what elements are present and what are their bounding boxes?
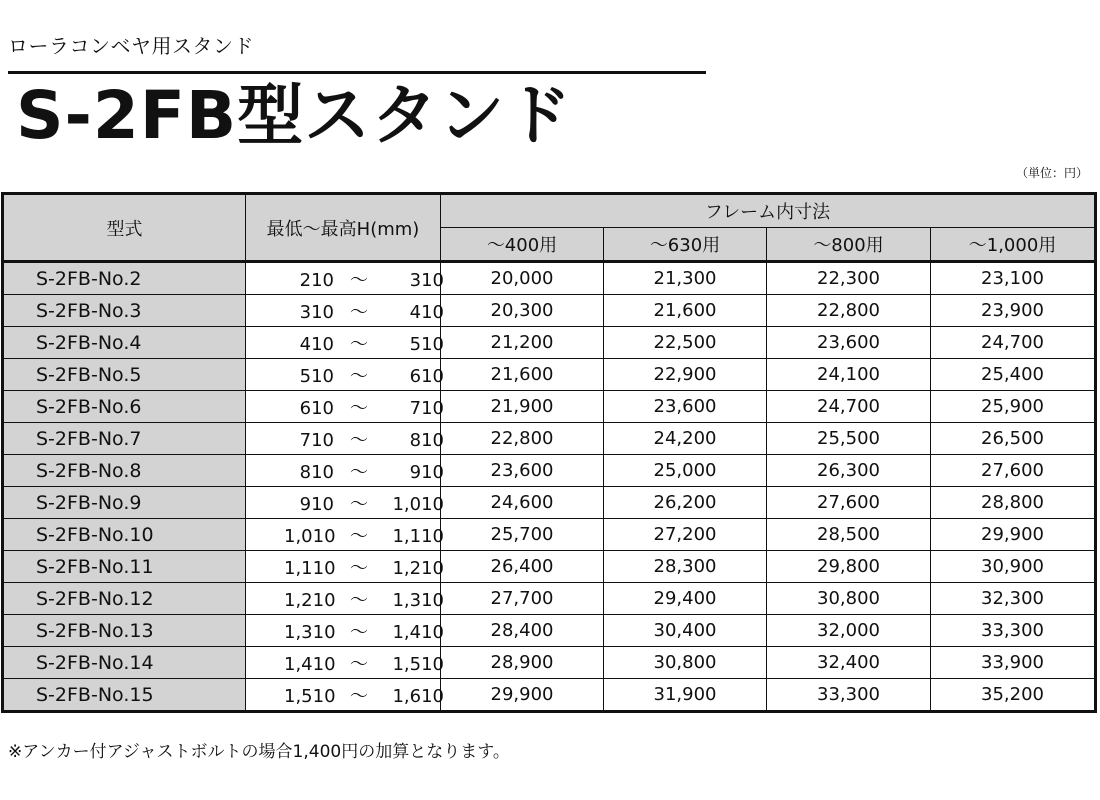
height-min: 1,510 (284, 685, 336, 707)
height-max: 710 (409, 397, 444, 419)
price-cell: 30,900 (931, 551, 1096, 583)
price-cell: 28,900 (441, 647, 604, 679)
model-cell: S-2FB-No.15 (3, 679, 246, 712)
height-min: 610 (299, 397, 334, 419)
price-cell: 30,800 (604, 647, 767, 679)
price-cell: 24,200 (604, 423, 767, 455)
price-cell: 28,400 (441, 615, 604, 647)
price-table (1, 192, 1097, 713)
header-height-range: 最低～最高H(mm) (246, 194, 441, 262)
price-cell: 32,300 (931, 583, 1096, 615)
range-separator: ～ (350, 269, 368, 291)
height-max: 1,510 (392, 653, 444, 675)
height-max: 1,110 (392, 525, 444, 547)
height-max: 810 (409, 429, 444, 451)
table-row (3, 647, 1096, 679)
range-separator: ～ (350, 621, 368, 643)
range-separator: ～ (350, 461, 368, 483)
header-sub-800: ～800用 (767, 228, 931, 262)
height-range-cell (246, 455, 444, 487)
model-cell: S-2FB-No.13 (3, 615, 246, 647)
range-separator: ～ (350, 429, 368, 451)
price-cell: 28,300 (604, 551, 767, 583)
height-min: 510 (299, 365, 334, 387)
price-cell: 25,000 (604, 455, 767, 487)
price-cell: 30,800 (767, 583, 931, 615)
table-row (3, 519, 1096, 551)
height-range-cell (246, 679, 444, 712)
header-sub-400: ～400用 (441, 228, 604, 262)
range-separator: ～ (350, 653, 368, 675)
model-cell: S-2FB-No.7 (3, 423, 246, 455)
height-min: 810 (299, 461, 334, 483)
height-min: 910 (299, 493, 334, 515)
price-cell: 23,600 (767, 327, 931, 359)
height-max: 910 (409, 461, 444, 483)
table-row (3, 423, 1096, 455)
height-min: 210 (299, 269, 334, 291)
table-row (3, 551, 1096, 583)
height-min: 1,110 (284, 557, 336, 579)
model-cell: S-2FB-No.11 (3, 551, 246, 583)
price-cell: 23,900 (931, 295, 1096, 327)
price-cell: 21,300 (604, 262, 767, 295)
height-min: 1,310 (284, 621, 336, 643)
price-cell: 28,800 (931, 487, 1096, 519)
model-cell: S-2FB-No.6 (3, 391, 246, 423)
height-range-cell (246, 487, 444, 519)
price-cell: 29,400 (604, 583, 767, 615)
range-separator: ～ (350, 525, 368, 547)
price-cell: 22,500 (604, 327, 767, 359)
price-cell: 25,700 (441, 519, 604, 551)
price-cell: 20,000 (441, 262, 604, 295)
header-sub-1000: ～1,000用 (931, 228, 1096, 262)
price-cell: 23,100 (931, 262, 1096, 295)
title-rule (8, 71, 706, 74)
height-min: 1,210 (284, 589, 336, 611)
price-cell: 31,900 (604, 679, 767, 712)
price-table-body (3, 262, 1096, 712)
price-cell: 22,800 (441, 423, 604, 455)
price-cell: 22,300 (767, 262, 931, 295)
table-row (3, 679, 1096, 712)
table-row (3, 295, 1096, 327)
price-cell: 26,400 (441, 551, 604, 583)
price-cell: 26,500 (931, 423, 1096, 455)
height-max: 1,410 (392, 621, 444, 643)
height-range-cell (246, 262, 444, 295)
height-min: 1,010 (284, 525, 336, 547)
footnote: ※アンカー付アジャストボルトの場合1,400円の加算となります。 (8, 742, 510, 762)
height-min: 410 (299, 333, 334, 355)
table-row (3, 455, 1096, 487)
table-row (3, 262, 1096, 295)
range-separator: ～ (350, 589, 368, 611)
height-max: 1,010 (392, 493, 444, 515)
model-cell: S-2FB-No.9 (3, 487, 246, 519)
model-cell: S-2FB-No.12 (3, 583, 246, 615)
range-separator: ～ (350, 397, 368, 419)
price-cell: 27,200 (604, 519, 767, 551)
model-cell: S-2FB-No.8 (3, 455, 246, 487)
page-title: S-2FB型スタンド (16, 77, 573, 154)
table-row (3, 487, 1096, 519)
table-row (3, 615, 1096, 647)
price-cell: 33,300 (931, 615, 1096, 647)
price-cell: 21,900 (441, 391, 604, 423)
table-row (3, 391, 1096, 423)
height-max: 1,310 (392, 589, 444, 611)
height-min: 710 (299, 429, 334, 451)
price-cell: 22,800 (767, 295, 931, 327)
price-cell: 33,900 (931, 647, 1096, 679)
height-range-cell (246, 423, 444, 455)
unit-note: （単位：円） (1015, 166, 1088, 180)
price-cell: 32,000 (767, 615, 931, 647)
height-min: 1,410 (284, 653, 336, 675)
height-range-cell (246, 647, 444, 679)
height-min: 310 (299, 301, 334, 323)
header-model: 型式 (3, 194, 246, 262)
height-max: 310 (409, 269, 444, 291)
height-range-cell (246, 615, 444, 647)
height-max: 610 (409, 365, 444, 387)
price-cell: 29,900 (441, 679, 604, 712)
range-separator: ～ (350, 493, 368, 515)
height-range-cell (246, 551, 444, 583)
price-cell: 29,800 (767, 551, 931, 583)
height-range-cell (246, 391, 444, 423)
price-cell: 28,500 (767, 519, 931, 551)
price-cell: 24,100 (767, 359, 931, 391)
range-separator: ～ (350, 301, 368, 323)
header-frame-inner-size: フレーム内寸法 (441, 194, 1096, 228)
table-row (3, 359, 1096, 391)
model-cell: S-2FB-No.5 (3, 359, 246, 391)
height-range-cell (246, 583, 444, 615)
page-subtitle: ローラコンベヤ用スタンド (8, 34, 254, 58)
price-cell: 30,400 (604, 615, 767, 647)
table-row (3, 327, 1096, 359)
height-max: 510 (409, 333, 444, 355)
height-range-cell (246, 519, 444, 551)
price-cell: 27,700 (441, 583, 604, 615)
price-cell: 25,500 (767, 423, 931, 455)
price-cell: 21,200 (441, 327, 604, 359)
price-cell: 24,700 (931, 327, 1096, 359)
price-cell: 25,900 (931, 391, 1096, 423)
height-range-cell (246, 295, 444, 327)
header-sub-630: ～630用 (604, 228, 767, 262)
height-max: 410 (409, 301, 444, 323)
price-cell: 33,300 (767, 679, 931, 712)
price-cell: 22,900 (604, 359, 767, 391)
model-cell: S-2FB-No.10 (3, 519, 246, 551)
price-cell: 24,700 (767, 391, 931, 423)
range-separator: ～ (350, 557, 368, 579)
height-range-cell (246, 327, 444, 359)
height-range-cell (246, 359, 444, 391)
model-cell: S-2FB-No.3 (3, 295, 246, 327)
price-cell: 26,300 (767, 455, 931, 487)
price-cell: 35,200 (931, 679, 1096, 712)
height-max: 1,610 (392, 685, 444, 707)
model-cell: S-2FB-No.14 (3, 647, 246, 679)
price-cell: 29,900 (931, 519, 1096, 551)
price-cell: 25,400 (931, 359, 1096, 391)
price-cell: 32,400 (767, 647, 931, 679)
price-cell: 21,600 (604, 295, 767, 327)
price-cell: 26,200 (604, 487, 767, 519)
table-row (3, 583, 1096, 615)
price-cell: 21,600 (441, 359, 604, 391)
price-cell: 23,600 (604, 391, 767, 423)
range-separator: ～ (350, 365, 368, 387)
height-max: 1,210 (392, 557, 444, 579)
range-separator: ～ (350, 333, 368, 355)
range-separator: ～ (350, 685, 368, 707)
model-cell: S-2FB-No.2 (3, 262, 246, 295)
price-cell: 27,600 (767, 487, 931, 519)
price-cell: 24,600 (441, 487, 604, 519)
model-cell: S-2FB-No.4 (3, 327, 246, 359)
price-cell: 23,600 (441, 455, 604, 487)
price-cell: 27,600 (931, 455, 1096, 487)
price-cell: 20,300 (441, 295, 604, 327)
